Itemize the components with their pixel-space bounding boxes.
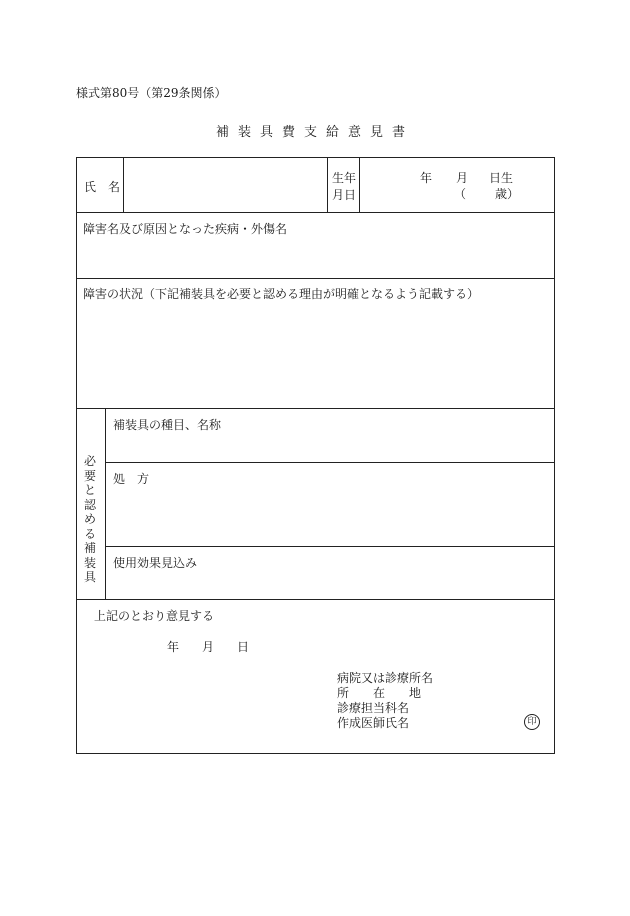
row-divider [105, 462, 554, 463]
column-divider [105, 408, 106, 599]
department-label: 診療担当科名 [337, 701, 410, 715]
address-label: 所 在 地 [337, 686, 422, 700]
birth-label-bottom: 月日 [332, 188, 357, 202]
birth-month-unit: 月 [456, 171, 469, 185]
hospital-name-label: 病院又は診療所名 [337, 671, 434, 685]
page-title: 補装具費支給意見書 [215, 125, 414, 140]
row-divider [77, 408, 554, 409]
prescription-label: 処 方 [113, 472, 150, 486]
date-day-unit: 日 [237, 640, 250, 654]
birth-day-unit: 日生 [489, 171, 514, 185]
expected-effect-field[interactable] [107, 572, 553, 598]
row-divider [77, 278, 554, 279]
form-number: 様式第80号（第29条関係） [76, 86, 227, 100]
seal-mark: 印 [524, 714, 540, 730]
declaration-statement: 上記のとおり意見する [94, 609, 215, 623]
doctor-name-label: 作成医師氏名 [337, 716, 410, 730]
date-year-unit: 年 [167, 640, 180, 654]
age-open: （ [454, 187, 467, 201]
date-month-unit: 月 [202, 640, 215, 654]
disability-cause-field[interactable] [78, 238, 553, 277]
required-device-vertical-label: 必要と認める補装具 [83, 454, 96, 584]
disability-status-label: 障害の状況（下記補装具を必要と認める理由が明確となるよう記載する） [83, 287, 480, 301]
age-close: 歳） [495, 187, 520, 201]
row-divider [77, 599, 554, 600]
row-divider [77, 212, 554, 213]
column-divider [327, 158, 328, 212]
birth-label-top: 生年 [332, 171, 357, 185]
disability-cause-label: 障害名及び原因となった疾病・外傷名 [83, 222, 288, 236]
device-type-name-field[interactable] [107, 434, 553, 461]
row-divider [105, 546, 554, 547]
name-field[interactable] [124, 159, 326, 211]
opinion-form-table [76, 157, 555, 754]
prescription-field[interactable] [107, 488, 553, 545]
device-type-name-label: 補装具の種目、名称 [113, 418, 222, 432]
required-device-section [77, 409, 105, 599]
name-label: 氏 名 [84, 180, 121, 194]
birth-year-unit: 年 [420, 171, 433, 185]
expected-effect-label: 使用効果見込み [113, 556, 198, 570]
disability-status-field[interactable] [78, 304, 553, 407]
